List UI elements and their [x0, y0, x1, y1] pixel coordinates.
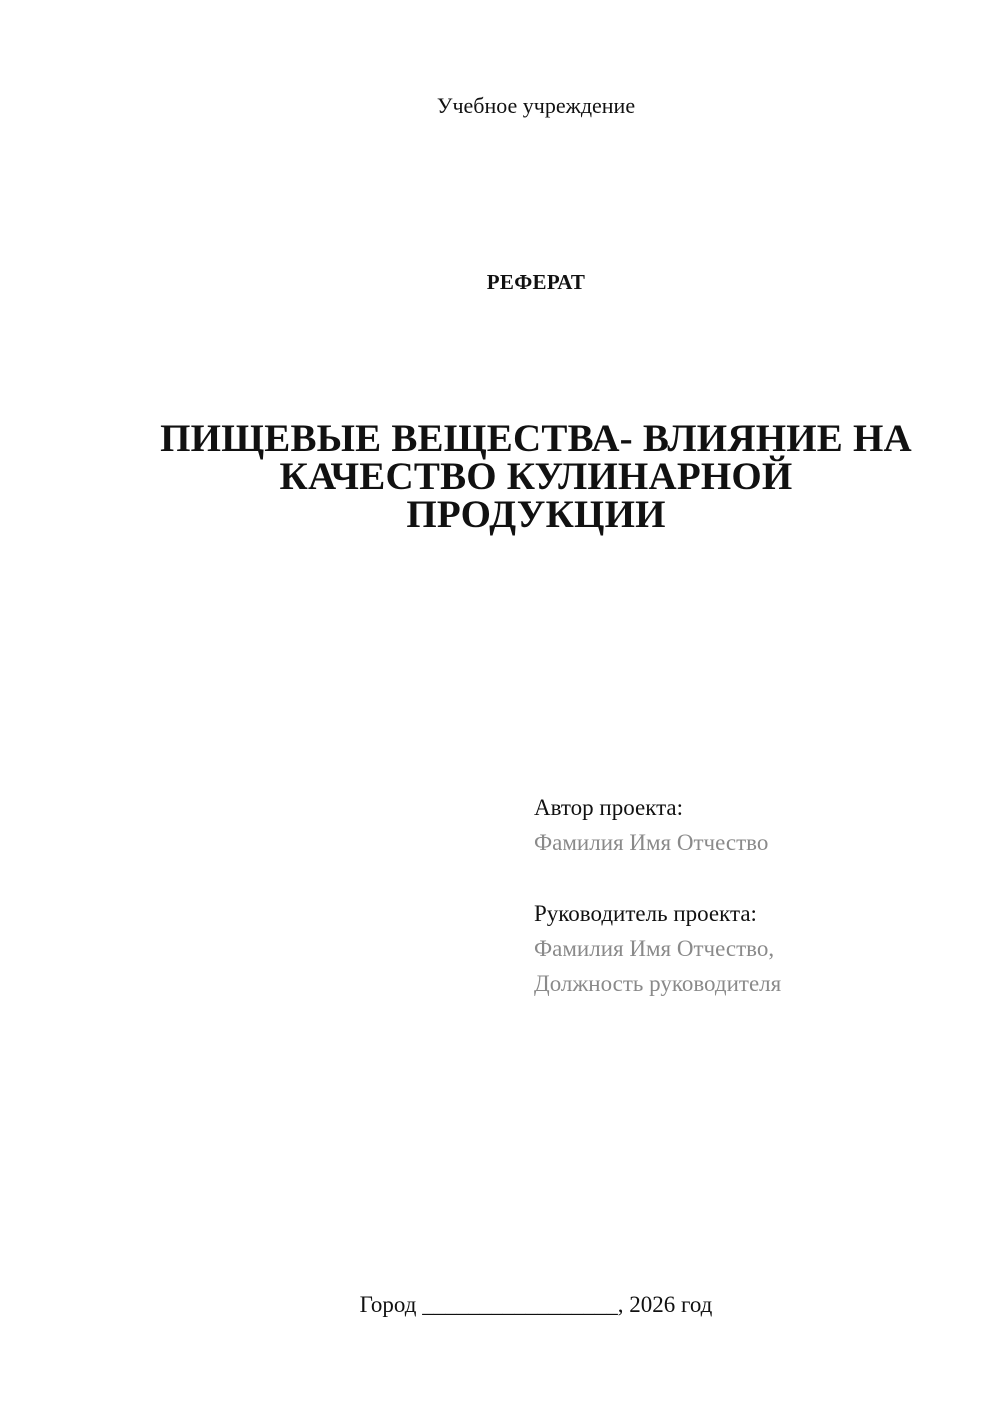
institution-name: Учебное учреждение [436, 93, 636, 118]
title-line: КАЧЕСТВО КУЛИНАРНОЙ [279, 455, 793, 498]
title-line: ПРОДУКЦИИ [406, 493, 666, 536]
supervisor-name: Фамилия Имя Отчество, [534, 936, 775, 961]
project-info [534, 790, 974, 1001]
author-label: Автор проекта: [534, 795, 683, 820]
supervisor-position: Должность руководителя [534, 971, 782, 996]
author-name: Фамилия Имя Отчество [534, 830, 769, 855]
spacer [534, 860, 974, 896]
supervisor-label: Руководитель проекта: [534, 901, 757, 926]
document-title [160, 417, 912, 536]
title-line: ПИЩЕВЫЕ ВЕЩЕСТВА- ВЛИЯНИЕ НА [160, 417, 912, 460]
document-type: РЕФЕРАТ [486, 270, 586, 294]
city-year-footer: Город _________________, 2026 год [359, 1292, 713, 1317]
